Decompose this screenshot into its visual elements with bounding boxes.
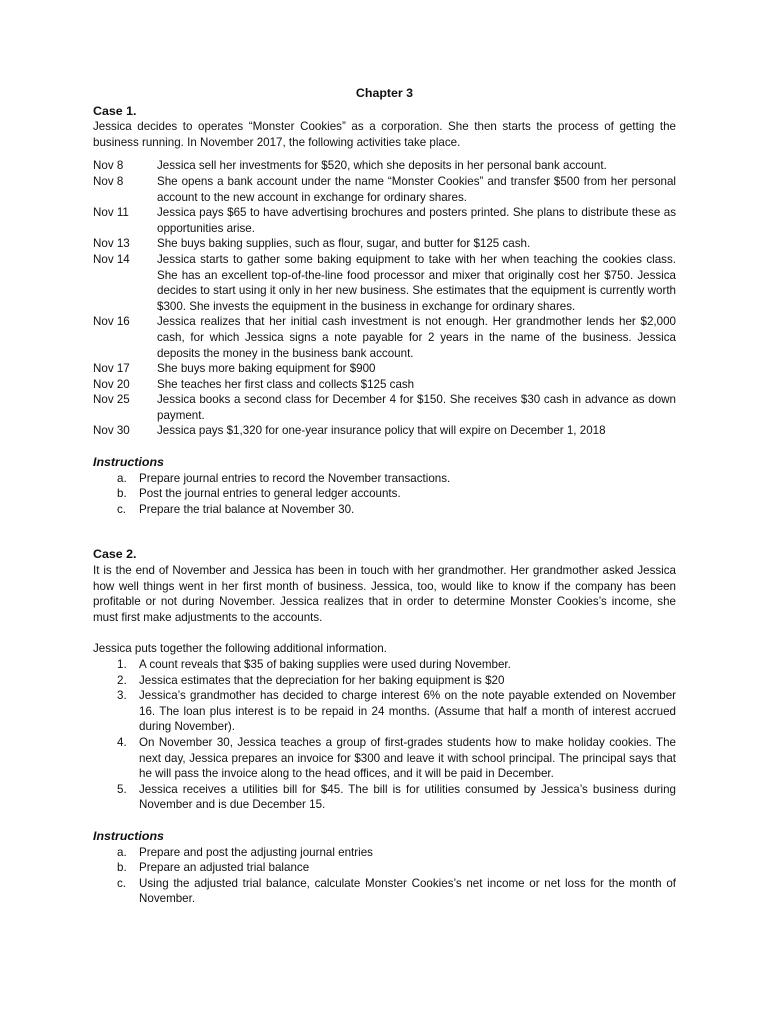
transaction-text: Jessica books a second class for December 4 for $150. She receives $30 cash in advance as down payment. xyxy=(157,393,676,422)
list-item-text: Prepare the trial balance at November 30. xyxy=(139,502,355,516)
transaction-date: Nov 8 xyxy=(93,174,124,188)
transaction-text: Jessica starts to gather some baking equipment to take with her when teaching the cookies class. She has an excellent top-of-the-line food processor and mixer that originally cost her $750. Jessica decides to start using it only in her new business. She estimates that the equipment is currently worth $300. She invests the equipment in the business in exchange for ordinary shares. xyxy=(157,252,676,313)
list-item xyxy=(93,782,676,813)
document-content xyxy=(93,86,676,907)
case2-instructions-list xyxy=(93,845,676,907)
list-item-text: Using the adjusted trial balance, calculate Monster Cookies’s net income or net loss for the month of November. xyxy=(139,876,676,906)
list-marker: 2. xyxy=(117,673,127,687)
list-item-text: Prepare and post the adjusting journal entries xyxy=(139,845,373,859)
transaction-row xyxy=(93,174,676,205)
case1-intro: Jessica decides to operates “Monster Cookies” as a corporation. She then starts the process of getting the business running. In November 2017, the following activities take place. xyxy=(93,120,676,149)
transaction-row xyxy=(93,252,676,314)
transaction-date: Nov 25 xyxy=(93,393,130,407)
case2-additional-intro: Jessica puts together the following additional information. xyxy=(93,642,387,656)
list-item xyxy=(93,845,676,861)
list-marker: b. xyxy=(117,861,127,875)
list-marker: 3. xyxy=(117,689,127,703)
case1-instructions-heading: Instructions xyxy=(93,455,164,470)
list-item-text: Jessica receives a utilities bill for $45. The bill is for utilities consumed by Jessica’s business during November and is due December 15. xyxy=(139,782,676,812)
transaction-date: Nov 8 xyxy=(93,159,124,173)
list-marker: b. xyxy=(117,487,127,501)
transaction-row xyxy=(93,361,676,377)
list-marker: 1. xyxy=(117,658,127,671)
transaction-date: Nov 14 xyxy=(93,252,130,266)
transaction-row xyxy=(93,423,676,439)
case2-instructions-heading: Instructions xyxy=(93,828,164,843)
transaction-row xyxy=(93,158,676,174)
list-marker: 4. xyxy=(117,735,127,749)
list-item xyxy=(93,486,676,502)
page-title: Chapter 3 xyxy=(355,86,414,100)
list-item xyxy=(93,876,676,907)
list-item xyxy=(93,471,676,487)
transaction-text: She buys baking supplies, such as flour, sugar, and butter for $125 cash. xyxy=(157,237,531,251)
list-item xyxy=(93,860,676,876)
transaction-date: Nov 13 xyxy=(93,237,130,251)
list-item-text: Jessica’s grandmother has decided to charge interest 6% on the note payable extended on November 16. The loan plus interest is to be repaid in 24 months. (Assume that half a month of interest accrued during November). xyxy=(139,689,676,734)
list-item-text: A count reveals that $35 of baking supplies were used during November. xyxy=(139,658,511,671)
list-marker: 5. xyxy=(117,782,127,796)
transaction-text: Jessica pays $65 to have advertising brochures and posters printed. She plans to distribute these as opportunities arise. xyxy=(157,206,676,235)
list-item-text: Prepare an adjusted trial balance xyxy=(139,861,310,875)
list-item xyxy=(93,673,676,689)
transaction-date: Nov 20 xyxy=(93,377,130,391)
transaction-text: Jessica pays $1,320 for one-year insurance policy that will expire on December 1, 2018 xyxy=(157,424,606,438)
transaction-date: Nov 16 xyxy=(93,315,130,329)
transaction-row xyxy=(93,205,676,236)
transaction-row xyxy=(93,314,676,361)
list-item xyxy=(93,657,676,673)
list-marker: c. xyxy=(117,876,127,890)
transaction-text: Jessica realizes that her initial cash investment is not enough. Her grandmother lends her $2,000 cash, for which Jessica signs a note payable for 2 years in the name of the business. Jessica deposits the money in the business bank account. xyxy=(157,315,676,360)
case2-intro: It is the end of November and Jessica has been in touch with her grandmother. Her grandmother asked Jessica how well things went in her first month of business. Jessica, too, would like to know if the company has been profitable or not during November. Jessica realizes that in order to determine Monster Cookies’s income, she must first make adjustments to the accounts. xyxy=(93,564,676,624)
transaction-date: Nov 17 xyxy=(93,362,130,376)
transaction-text: She teaches her first class and collects $125 cash xyxy=(157,377,415,391)
transaction-row xyxy=(93,377,676,393)
transaction-text: She opens a bank account under the name “Monster Cookies” and transfer $500 from her personal account to the new account in exchange for ordinary shares. xyxy=(157,174,676,204)
list-marker: a. xyxy=(117,845,127,859)
case2-additional-list xyxy=(93,657,676,813)
list-item-text: On November 30, Jessica teaches a group of first-grades students how to make holiday cookies. The next day, Jessica prepares an invoice for $300 and leave it with school principal. The principal says that he will pass the invoice along to the head offices, and it will be paid in December. xyxy=(139,735,676,781)
list-item-text: Jessica estimates that the depreciation for her baking equipment is $20 xyxy=(139,673,505,687)
list-marker: c. xyxy=(117,502,127,516)
list-item xyxy=(93,735,676,782)
case1-transactions xyxy=(93,158,676,439)
case2-heading: Case 2. xyxy=(93,547,137,562)
list-item xyxy=(93,502,676,518)
transaction-row xyxy=(93,392,676,423)
list-item-text: Prepare journal entries to record the November transactions. xyxy=(139,471,451,485)
transaction-date: Nov 11 xyxy=(93,206,129,220)
case1-heading: Case 1. xyxy=(93,103,137,118)
case1-instructions-list xyxy=(93,471,676,518)
transaction-row xyxy=(93,236,676,252)
transaction-text: She buys more baking equipment for $900 xyxy=(157,362,376,376)
list-marker: a. xyxy=(117,471,127,485)
list-item-text: Post the journal entries to general ledger accounts. xyxy=(139,487,401,501)
list-item xyxy=(93,688,676,735)
transaction-text: Jessica sell her investments for $520, which she deposits in her personal bank account. xyxy=(157,159,607,173)
transaction-date: Nov 30 xyxy=(93,424,130,438)
